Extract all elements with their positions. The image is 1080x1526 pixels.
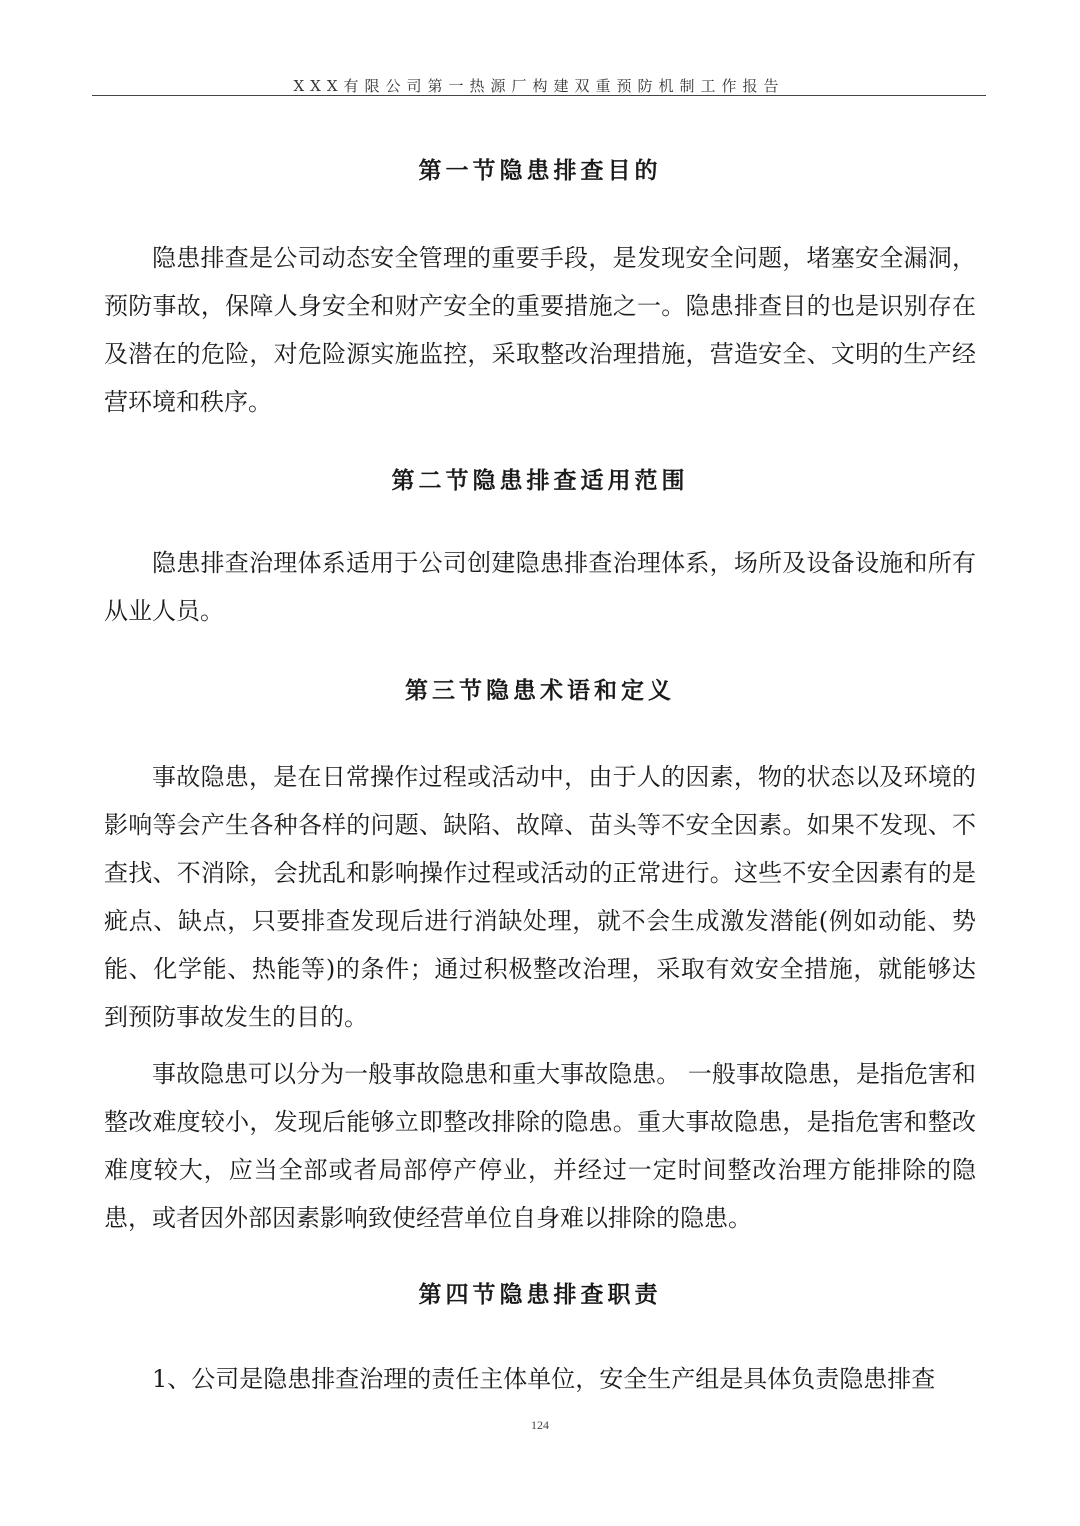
header-divider xyxy=(92,95,986,96)
section-3-paragraph-2: 事故隐患可以分为一般事故隐患和重大事故隐患。 一般事故隐患，是指危害和整改难度较小，发现后能够立即整改排除的隐患。重大事故隐患，是指危害和整改难度较大，应当全部或者局部停产停业，并经过一定时间整改治理方能排除的隐患，或者因外部因素影响致使经营单位自身难以排除的隐患。 xyxy=(104,1060,976,1232)
section-2-paragraph-1: 隐患排查治理体系适用于公司创建隐患排查治理体系，场所及设备设施和所有从业人员。 xyxy=(104,549,976,625)
section-3-title: 第三节隐患术语和定义 xyxy=(405,677,675,704)
section-4-title: 第四节隐患排查职责 xyxy=(418,1281,662,1308)
section-3-paragraph-1: 事故隐患，是在日常操作过程或活动中，由于人的因素，物的状态以及环境的影响等会产生各种各样的问题、缺陷、故障、苗头等不安全因素。如果不发现、不查找、不消除，会扰乱和影响操作过程或活动的正常进行。这些不安全因素有的是疵点、缺点，只要排查发现后进行消缺处理，就不会生成激发潜能(例如动能、势能、化学能、热能等)的条件；通过积极整改治理，采取有效安全措施，就能够达到预防事故发生的目的。 xyxy=(104,763,976,1031)
page-number: 124 xyxy=(531,1418,549,1432)
section-4-paragraph-1: 1、公司是隐患排查治理的责任主体单位，安全生产组是具体负责隐患排查 xyxy=(152,1365,936,1393)
section-1-paragraph-1: 隐患排查是公司动态安全管理的重要手段，是发现安全问题，堵塞安全漏洞，预防事故，保障人身安全和财产安全的重要措施之一。隐患排查目的也是识别存在及潜在的危险，对危险源实施监控，采取整改治理措施，营造安全、文明的生产经营环境和秩序。 xyxy=(104,244,976,416)
section-1-title: 第一节隐患排查目的 xyxy=(418,157,662,184)
section-2-title: 第二节隐患排查适用范围 xyxy=(391,467,689,494)
page-header-title: XXX有限公司第一热源厂构建双重预防机制工作报告 xyxy=(293,77,785,95)
